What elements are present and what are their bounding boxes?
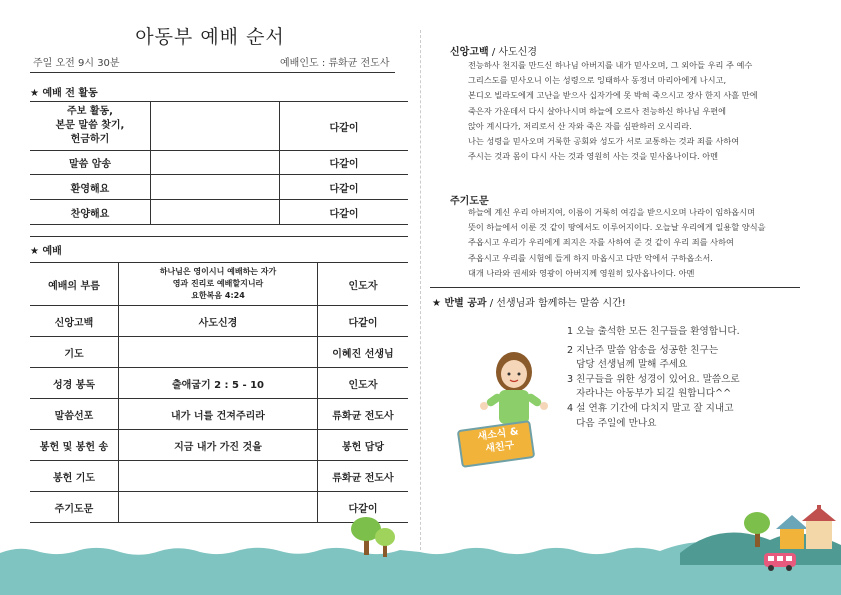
item-cell: 말씀 암송 xyxy=(30,151,151,175)
announcement-item: 다음 주일에 만나요 xyxy=(567,417,657,429)
worship-heading: ★ 예배 xyxy=(30,246,62,257)
item-cell: 환영해요 xyxy=(30,175,151,200)
creed-line: 주시는 것과 몸이 다시 사는 것과 영원히 사는 것을 믿사옵나이다. 아멘 xyxy=(468,151,719,162)
creed-line: 그리스도를 믿사오니 이는 성령으로 잉태하사 동정녀 마리아에게 나시고, xyxy=(468,75,727,86)
table-row xyxy=(30,461,408,492)
content-cell: 하나님은 영이시니 예배하는 자가 영과 진리로 예배할지니라 요한복음 4:24 xyxy=(119,263,318,306)
announcement-item: 자라나는 아동부가 되길 원합니다^^ xyxy=(567,388,732,400)
item-cell: 봉헌 및 봉헌 송 xyxy=(30,430,119,461)
content-cell: 출애굽기 2 : 5 - 10 xyxy=(119,368,318,399)
table-row xyxy=(30,430,408,461)
creed-title xyxy=(450,43,537,58)
table-row xyxy=(30,102,408,151)
announcement-list xyxy=(567,325,807,431)
by-cell: 다같이 xyxy=(280,200,409,225)
by-cell: 이혜진 선생님 xyxy=(318,337,409,368)
by-cell: 다같이 xyxy=(318,306,409,337)
item-cell: 예배의 부름 xyxy=(30,263,119,306)
item-cell: 주보 활동, 본문 말씀 찾기, 헌금하기 xyxy=(30,102,151,151)
by-cell: 다같이 xyxy=(280,102,409,151)
prayer-line: 뜻이 하늘에서 이룬 것 같이 땅에서도 이루어지이다. 오늘날 우리에게 일용할 양식을 xyxy=(468,222,766,233)
blank-cell xyxy=(151,200,280,225)
by-cell: 다같이 xyxy=(318,492,409,523)
table-row xyxy=(30,368,408,399)
item-cell: 기도 xyxy=(30,337,119,368)
prayer-line: 주옵시고 우리를 시험에 들게 하지 마옵시고 다만 악에서 구하옵소서. xyxy=(468,252,713,263)
pre-worship-heading: ★ 예배 전 활동 xyxy=(30,88,98,99)
content-cell: 지금 내가 가진 것을 xyxy=(119,430,318,461)
by-cell: 다같이 xyxy=(280,175,409,200)
prayer-line: 주옵시고 우리가 우리에게 죄지은 자를 사하여 준 것 같이 우리 죄를 사하여 xyxy=(468,237,734,248)
cell-title-text: ★ 반별 공과 xyxy=(432,298,487,309)
table-row xyxy=(30,337,408,368)
announcement-item: 1 오늘 출석한 모든 친구들을 환영합니다. xyxy=(567,326,740,337)
pre-worship-table xyxy=(30,101,408,225)
fold-line xyxy=(420,30,421,550)
creed-line: 앉아 계시다가, 저리로서 산 자와 죽은 자를 심판하러 오시리라. xyxy=(468,120,692,131)
by-cell: 인도자 xyxy=(318,368,409,399)
girl-illustration xyxy=(478,350,550,430)
prayer-line: 하늘에 계신 우리 아버지여, 이름이 거룩히 여김을 받으시오며 나라이 임하옵시며 xyxy=(468,207,756,217)
announcement-item: 2 지난주 말씀 암송을 성공한 친구는 xyxy=(567,344,719,356)
page-title: 아동부 예배 순서 xyxy=(135,26,285,48)
section-divider xyxy=(30,236,408,237)
creed-text xyxy=(468,58,813,164)
by-cell: 다같이 xyxy=(280,151,409,175)
by-cell: 류화균 전도사 xyxy=(318,461,409,492)
by-cell: 류화균 전도사 xyxy=(318,399,409,430)
sign-line: 새소식 & xyxy=(476,426,520,443)
table-row xyxy=(30,263,408,306)
content-cell: 내가 너를 건져주리라 xyxy=(119,399,318,430)
table-row xyxy=(30,200,408,225)
ground-decoration xyxy=(0,505,841,595)
content-cell: 사도신경 xyxy=(119,306,318,337)
creed-line: 전능하사 천지를 만드신 하나님 아버지를 내가 믿사오며, 그 외아들 우리 주 예수 xyxy=(468,60,753,70)
cell-title xyxy=(432,294,626,309)
announcement-item: 4 설 연휴 기간에 다치지 말고 잘 지내고 xyxy=(567,402,734,414)
blank-cell xyxy=(151,102,280,151)
sign-line: 새친구 xyxy=(484,439,516,455)
prayer-line: 대개 나라와 권세와 영광이 아버지께 영원히 있사옵나이다. 아멘 xyxy=(468,267,695,278)
content-cell xyxy=(119,337,318,368)
blank-cell xyxy=(151,151,280,175)
creed-line: 본디오 빌라도에게 고난을 받으사 십자가에 못 박혀 죽으시고 장사 한지 사흘 만에 xyxy=(468,90,758,101)
item-cell: 말씀선포 xyxy=(30,399,119,430)
item-cell: 봉헌 기도 xyxy=(30,461,119,492)
table-row xyxy=(30,399,408,430)
by-cell: 인도자 xyxy=(318,263,409,306)
blank-cell xyxy=(151,175,280,200)
announcement-item: 담당 선생님께 말해 주세요 xyxy=(567,359,688,371)
item-cell: 성경 봉독 xyxy=(30,368,119,399)
cell-subtitle: / 선생님과 함께하는 말씀 시간! xyxy=(486,298,626,309)
by-cell: 봉헌 담당 xyxy=(318,430,409,461)
creed-title-text: 신앙고백 xyxy=(450,47,489,58)
table-row xyxy=(30,175,408,200)
title-divider xyxy=(30,72,395,73)
worship-table xyxy=(30,262,408,523)
content-cell xyxy=(119,461,318,492)
creed-subtitle: / 사도신경 xyxy=(488,47,538,58)
item-cell: 찬양해요 xyxy=(30,200,151,225)
creed-line: 죽은자 가운데서 다시 살아나시며 하늘에 오르사 전능하신 하나님 우편에 xyxy=(468,105,727,116)
table-row xyxy=(30,306,408,337)
announcement-item: 3 친구들을 위한 성경이 있어요. 말씀으로 xyxy=(567,373,740,385)
item-cell: 신앙고백 xyxy=(30,306,119,337)
prayer-text xyxy=(468,205,813,281)
prayer-title: 주기도문 xyxy=(450,196,489,207)
right-divider xyxy=(430,287,800,288)
creed-line: 나는 성령을 믿사오며 거룩한 공회와 성도가 서로 교통하는 것과 죄를 사하여 xyxy=(468,136,740,147)
item-cell: 주기도문 xyxy=(30,492,119,523)
service-leader: 예배인도 : 류화균 전도사 xyxy=(280,58,390,69)
table-row xyxy=(30,151,408,175)
service-time: 주일 오전 9시 30분 xyxy=(33,58,120,69)
